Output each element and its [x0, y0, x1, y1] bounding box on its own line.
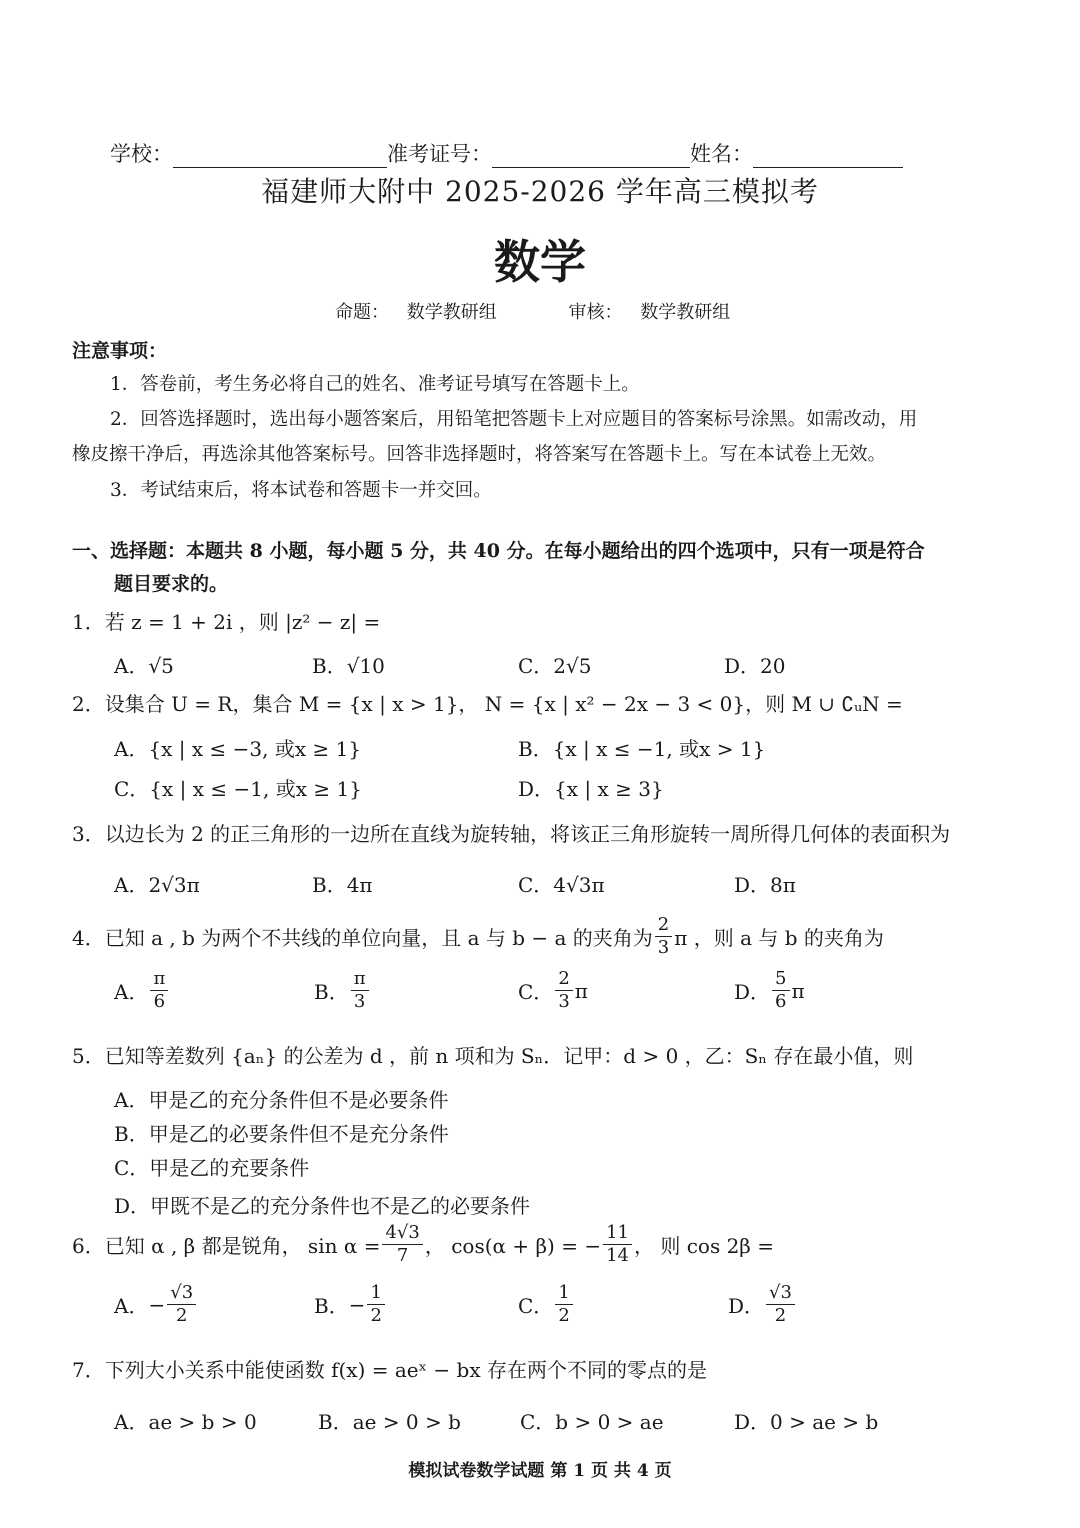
- question-4-angle-fraction: [655, 916, 672, 957]
- question-1-option-c: C．2√5: [518, 654, 592, 678]
- name-label: 姓名：: [690, 142, 753, 166]
- question-3-option-c: C．4√3π: [518, 873, 605, 897]
- fraction-denominator: 2: [370, 1305, 382, 1326]
- question-1-stem: 1．若 z = 1 + 2i ，则 |z² − z| =: [72, 610, 381, 634]
- fraction-numerator: π: [351, 970, 369, 991]
- fraction-numerator: 1: [367, 1284, 384, 1305]
- option-sign: −: [348, 1292, 366, 1317]
- fraction-numerator: √3: [766, 1284, 795, 1305]
- exam-no-blank: [492, 147, 690, 168]
- question-5-stem: 5．已知等差数列 {aₙ} 的公差为 d ，前 n 项和为 Sₙ．记甲：d > 0 ，乙：Sₙ 存在最小值，则: [72, 1044, 914, 1068]
- fraction-numerator: √3: [167, 1284, 196, 1305]
- question-2-stem: 2．设集合 U = R，集合 M = {x | x > 1}， N = {x | x² − 2x − 3 < 0}，则 M ∪ ∁ᵤN =: [72, 692, 903, 716]
- option-fraction: [167, 1284, 196, 1325]
- question-2-option-a: A．{x | x ≤ −3, 或x ≥ 1}: [114, 737, 362, 761]
- question-7-option-b: B．ae > 0 > b: [318, 1410, 461, 1434]
- question-6-option-a: [114, 1284, 198, 1325]
- question-2-option-d: D．{x | x ≥ 3}: [518, 777, 664, 801]
- notice-heading: 注意事项：: [72, 340, 168, 362]
- fraction-numerator: π: [150, 970, 168, 991]
- section-heading-line-2: 题目要求的。: [114, 573, 229, 595]
- fraction-denominator: 6: [153, 991, 166, 1012]
- fraction-denominator: 6: [775, 991, 787, 1012]
- notice-item-3: 3．考试结束后，将本试卷和答题卡一并交回。: [110, 480, 492, 501]
- option-fraction: [367, 1284, 384, 1325]
- fraction-numerator: 5: [772, 970, 789, 991]
- option-label: D．: [734, 980, 771, 1004]
- option-suffix: π: [791, 978, 805, 1003]
- question-4-option-c: [518, 970, 588, 1011]
- reviewer: 数学教研组: [640, 302, 731, 323]
- fraction-denominator: 2: [774, 1305, 787, 1326]
- question-7-option-c: C．b > 0 > ae: [520, 1410, 664, 1434]
- fraction-denominator: 3: [558, 991, 570, 1012]
- option-label: C．: [518, 980, 554, 1004]
- sin-fraction: [382, 1224, 422, 1265]
- fraction-denominator: 14: [606, 1245, 629, 1266]
- subject-title: 数学: [494, 235, 586, 289]
- exam-no-label: 准考证号：: [387, 142, 492, 166]
- option-fraction: [150, 970, 168, 1011]
- question-1-option-a: A．√5: [114, 654, 174, 678]
- option-label: B．: [314, 980, 349, 1004]
- fraction-numerator: 1: [555, 1284, 572, 1305]
- option-suffix: π: [574, 978, 588, 1003]
- fraction-denominator: 2: [175, 1305, 188, 1326]
- proposer-label: 命题：: [335, 302, 389, 323]
- question-6-stem-a: 6．已知 α , β 都是锐角， sin α =: [72, 1234, 381, 1258]
- option-fraction: [772, 970, 789, 1011]
- option-fraction: [555, 970, 572, 1011]
- question-4-option-d: [734, 970, 805, 1011]
- notice-item-2-line-2: 橡皮擦干净后，再选涂其他答案标号。回答非选择题时，将答案写在答题卡上。写在本试卷上无效。: [72, 444, 887, 465]
- proposer: 数学教研组: [406, 302, 497, 323]
- option-label: B．: [314, 1294, 349, 1318]
- option-fraction: [555, 1284, 572, 1325]
- fraction-numerator: 2: [555, 970, 572, 991]
- question-6-stem-c: ， 则 cos 2β =: [634, 1234, 774, 1258]
- name-blank: [753, 147, 903, 168]
- question-5-option-c: C．甲是乙的充要条件: [114, 1156, 310, 1180]
- question-5-option-b: B．甲是乙的必要条件但不是充分条件: [114, 1122, 449, 1146]
- reviewer-label: 审核：: [568, 302, 623, 323]
- option-label: A．: [114, 1294, 149, 1318]
- section-heading-line-1: 一、选择题：本题共 8 小题，每小题 5 分，共 40 分。在每小题给出的四个选项中，只有一项是符合: [72, 540, 925, 562]
- question-6-stem: [72, 1224, 774, 1265]
- cos-fraction: [603, 1224, 632, 1265]
- authors-line: [335, 298, 730, 324]
- question-6-stem-b: ， cos(α + β) = −: [424, 1234, 602, 1258]
- question-4-stem-a: 4．已知 a , b 为两个不共线的单位向量，且 a 与 b − a 的夹角为: [72, 926, 653, 950]
- question-1-option-b: B．√10: [312, 654, 385, 678]
- option-sign: −: [148, 1292, 166, 1317]
- question-3-option-b: B．4π: [312, 873, 373, 897]
- fraction-numerator: 2: [655, 916, 672, 937]
- fraction-denominator: 3: [353, 991, 366, 1012]
- question-3-option-d: D．8π: [734, 873, 796, 897]
- fraction-denominator: 3: [657, 937, 670, 958]
- question-3-stem: 3．以边长为 2 的正三角形的一边所在直线为旋转轴，将该正三角形旋转一周所得几何体的表面积为: [72, 822, 951, 846]
- question-6-option-d: [728, 1284, 797, 1325]
- question-5-option-a: A．甲是乙的充分条件但不是必要条件: [114, 1088, 449, 1112]
- option-fraction: [766, 1284, 795, 1325]
- fraction-denominator: 2: [558, 1305, 570, 1326]
- fraction-numerator: 11: [603, 1224, 632, 1245]
- question-2-option-c: C．{x | x ≤ −1, 或x ≥ 1}: [114, 777, 362, 801]
- question-7-option-d: D．0 > ae > b: [734, 1410, 879, 1434]
- question-4-option-a: [114, 970, 170, 1011]
- question-6-option-b: [314, 1284, 387, 1325]
- question-7-stem: 7．下列大小关系中能使函数 f(x) = aeˣ − bx 存在两个不同的零点的是: [72, 1358, 707, 1382]
- option-label: D．: [728, 1294, 765, 1318]
- option-label: A．: [114, 980, 149, 1004]
- question-4-option-b: [314, 970, 371, 1011]
- question-4-stem-b: π ，则 a 与 b 的夹角为: [674, 926, 884, 950]
- notice-item-1: 1．答卷前，考生务必将自己的姓名、准考证号填写在答题卡上。: [110, 374, 640, 395]
- option-label: C．: [518, 1294, 554, 1318]
- page-footer: 模拟试卷数学试题 第 1 页 共 4 页: [408, 1461, 672, 1481]
- school-blank: [173, 147, 387, 168]
- question-2-option-b: B．{x | x ≤ −1, 或x > 1}: [518, 737, 766, 761]
- question-4-stem: [72, 916, 884, 957]
- exam-title: 福建师大附中 2025-2026 学年高三模拟考: [261, 175, 819, 208]
- fraction-numerator: 4√3: [382, 1224, 422, 1245]
- notice-item-2-line-1: 2．回答选择题时，选出每小题答案后，用铅笔把答题卡上对应题目的答案标号涂黑。如需改动，用: [110, 409, 918, 430]
- question-1-option-d: D．20: [724, 654, 786, 678]
- question-3-option-a: A．2√3π: [114, 873, 200, 897]
- header-fields: [110, 138, 903, 168]
- school-label: 学校：: [110, 142, 173, 166]
- question-6-option-c: [518, 1284, 575, 1325]
- question-7-option-a: A．ae > b > 0: [114, 1410, 257, 1434]
- option-fraction: [351, 970, 369, 1011]
- fraction-denominator: 7: [396, 1245, 409, 1266]
- question-5-option-d: D．甲既不是乙的充分条件也不是乙的必要条件: [114, 1194, 531, 1218]
